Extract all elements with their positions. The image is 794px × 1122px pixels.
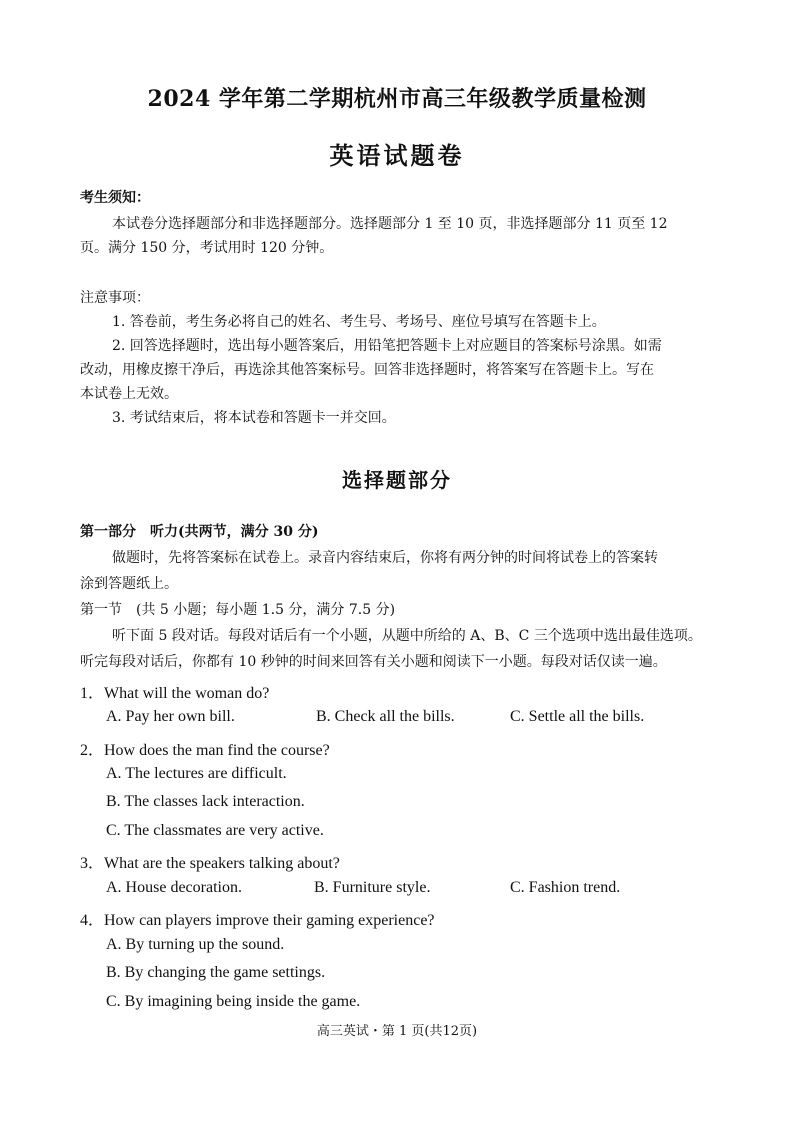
attention-item-1: 1. 答卷前，考生务必将自己的姓名、考生号、考场号、座位号填写在答题卡上。 — [112, 314, 606, 330]
attention-item-2-line-2: 改动，用橡皮擦干净后，再选涂其他答案标号。回答非选择题时，将答案写在答题卡上。写在 — [80, 362, 654, 378]
exam-subtitle: 英语试题卷 — [329, 141, 465, 170]
attention-item-2-line-1: 2. 回答选择题时，选出每小题答案后，用铅笔把答题卡上对应题目的答案标号涂黑。如需 — [112, 338, 662, 354]
section-1-instruction-line-1: 听下面 5 段对话。每段对话后有一个小题，从题中所给的 A、B、C 三个选项中选出最佳选项。 — [112, 628, 702, 644]
question-2-option-a: A. The lectures are difficult. — [106, 765, 287, 782]
question-1-option-b: B. Check all the bills. — [316, 708, 455, 725]
section-title: 选择题部分 — [342, 468, 452, 492]
question-3-option-b: B. Furniture style. — [314, 879, 431, 896]
question-4-stem: 4．How can players improve their gaming experience? — [80, 912, 435, 929]
part-1-heading: 第一部分 听力(共两节，满分 30 分) — [80, 524, 319, 540]
notice-heading: 考生须知： — [80, 190, 150, 206]
attention-heading: 注意事项： — [80, 290, 150, 306]
section-1-heading: 第一节 (共 5 小题；每小题 1.5 分，满分 7.5 分) — [80, 602, 396, 618]
question-2-option-b: B. The classes lack interaction. — [106, 793, 305, 810]
attention-item-3: 3. 考试结束后，将本试卷和答题卡一并交回。 — [112, 410, 396, 426]
question-3-option-a: A. House decoration. — [106, 879, 242, 896]
question-1-option-a: A. Pay her own bill. — [106, 708, 235, 725]
question-2-stem: 2．How does the man find the course? — [80, 742, 330, 759]
question-3-stem: 3．What are the speakers talking about? — [80, 855, 340, 872]
notice-line-2: 页。满分 150 分，考试用时 120 分钟。 — [80, 240, 334, 256]
section-1-instruction-line-2: 听完每段对话后，你都有 10 秒钟的时间来回答有关小题和阅读下一小题。每段对话仅读一遍。 — [80, 654, 667, 670]
question-4-option-b: B. By changing the game settings. — [106, 964, 326, 981]
notice-line-1: 本试卷分选择题部分和非选择题部分。选择题部分 1 至 10 页，非选择题部分 11 页至 12 — [112, 216, 668, 232]
part-1-instruction-line-1: 做题时，先将答案标在试卷上。录音内容结束后，你将有两分钟的时间将试卷上的答案转 — [112, 550, 658, 566]
attention-item-2-line-3: 本试卷上无效。 — [80, 386, 178, 402]
question-4-option-c: C. By imagining being inside the game. — [106, 993, 361, 1010]
question-3-option-c: C. Fashion trend. — [510, 879, 621, 896]
part-1-instruction-line-2: 涂到答题纸上。 — [80, 576, 178, 592]
question-1-stem: 1．What will the woman do? — [80, 685, 270, 702]
question-2-option-c: C. The classmates are very active. — [106, 822, 324, 839]
question-4-option-a: A. By turning up the sound. — [106, 936, 285, 953]
page-footer: 高三英试・第 1 页(共12页) — [316, 1024, 478, 1039]
question-1-option-c: C. Settle all the bills. — [510, 708, 645, 725]
exam-title: 2024 学年第二学期杭州市高三年级教学质量检测 — [147, 86, 647, 112]
